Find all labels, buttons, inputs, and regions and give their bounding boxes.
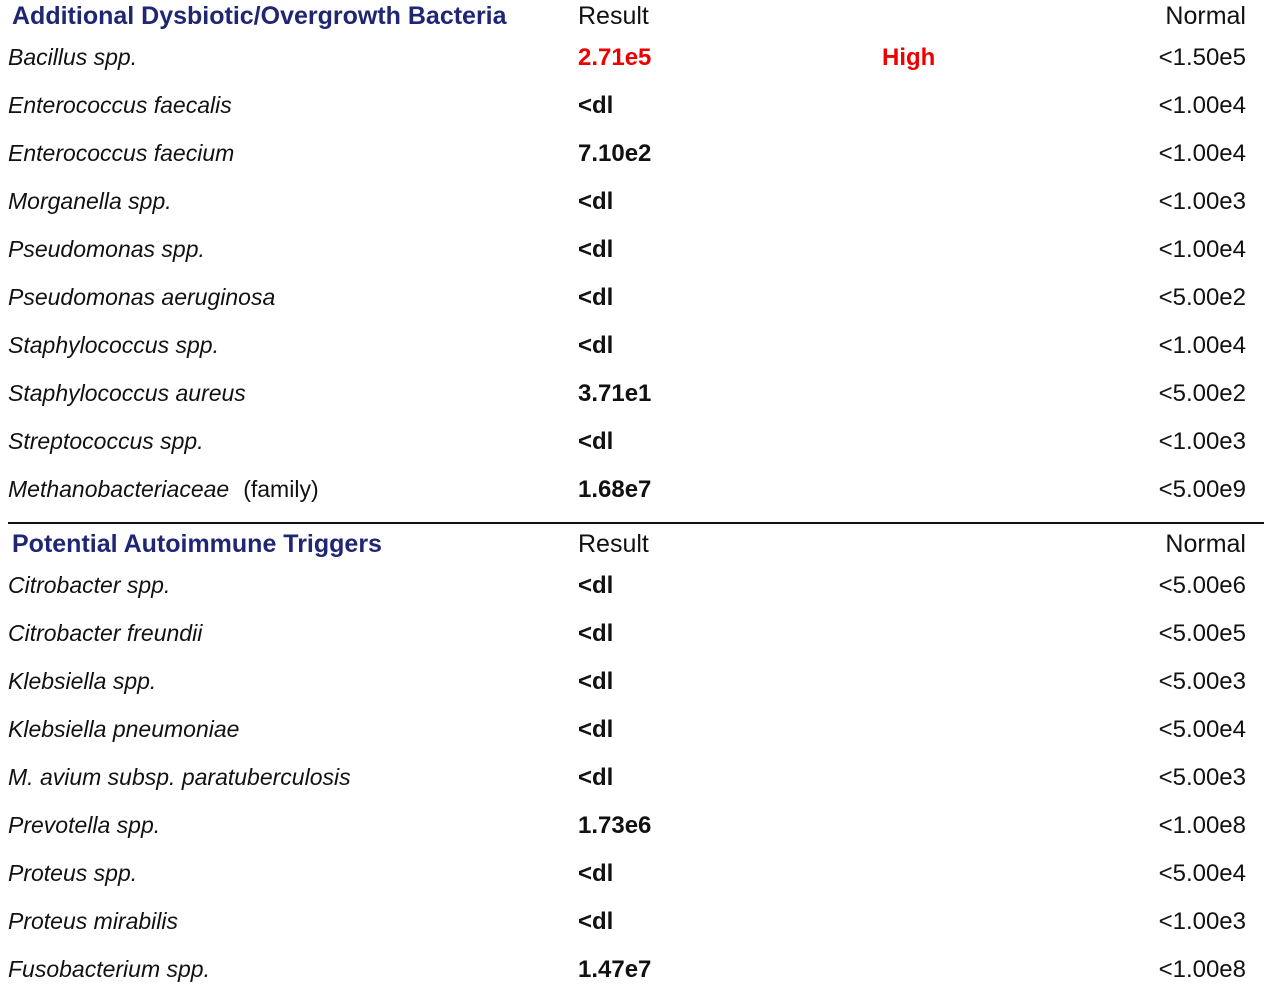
table-row xyxy=(0,134,1264,182)
normal-range: <5.00e5 xyxy=(1158,620,1246,647)
table-row xyxy=(0,566,1264,614)
organism-name-text: Fusobacterium spp. xyxy=(8,956,210,982)
organism-name-text: M. avium subsp. paratuberculosis xyxy=(8,764,351,790)
results-list xyxy=(0,38,1264,518)
organism-name xyxy=(8,236,205,263)
table-row xyxy=(0,854,1264,902)
organism-name xyxy=(8,956,210,983)
result-value: 7.10e2 xyxy=(578,140,652,167)
organism-name-text: Staphylococcus spp. xyxy=(8,332,219,358)
table-row xyxy=(0,326,1264,374)
organism-name xyxy=(8,284,275,311)
section-title: Additional Dysbiotic/Overgrowth Bacteria xyxy=(12,2,507,30)
result-value: 1.68e7 xyxy=(578,476,652,503)
normal-range: <1.00e3 xyxy=(1158,908,1246,935)
organism-name xyxy=(8,380,246,407)
normal-range: <5.00e2 xyxy=(1158,284,1246,311)
normal-range: <5.00e6 xyxy=(1158,572,1246,599)
organism-name-text: Klebsiella pneumoniae xyxy=(8,716,240,742)
result-value: <dl xyxy=(578,620,614,647)
normal-range: <1.00e4 xyxy=(1158,236,1246,263)
result-value: 3.71e1 xyxy=(578,380,652,407)
table-row xyxy=(0,230,1264,278)
normal-column-header: Normal xyxy=(1165,530,1246,558)
normal-range: <1.00e3 xyxy=(1158,188,1246,215)
normal-range: <1.00e3 xyxy=(1158,428,1246,455)
result-value: <dl xyxy=(578,764,614,791)
result-value: <dl xyxy=(578,332,614,359)
table-row xyxy=(0,710,1264,758)
normal-range: <5.00e4 xyxy=(1158,716,1246,743)
organism-name xyxy=(8,908,178,935)
organism-name-text: Proteus spp. xyxy=(8,860,138,886)
result-flag: High xyxy=(882,44,936,71)
organism-name xyxy=(8,476,319,503)
table-row xyxy=(0,758,1264,806)
result-value: <dl xyxy=(578,908,614,935)
result-value: <dl xyxy=(578,92,614,119)
organism-name-text: Pseudomonas spp. xyxy=(8,236,205,262)
result-value: <dl xyxy=(578,716,614,743)
table-row xyxy=(0,950,1264,998)
table-row xyxy=(0,806,1264,854)
organism-name xyxy=(8,668,156,695)
results-list xyxy=(0,566,1264,998)
organism-name xyxy=(8,812,160,839)
section-header xyxy=(0,530,1264,566)
result-column-header: Result xyxy=(578,530,649,558)
result-value: 2.71e5 xyxy=(578,44,652,71)
section-divider xyxy=(8,522,1264,524)
organism-name-text: Enterococcus faecalis xyxy=(8,92,232,118)
normal-range: <1.00e4 xyxy=(1158,92,1246,119)
organism-name xyxy=(8,188,172,215)
organism-name-text: Prevotella spp. xyxy=(8,812,161,838)
normal-range: <5.00e2 xyxy=(1158,380,1246,407)
table-row xyxy=(0,422,1264,470)
organism-name xyxy=(8,332,219,359)
organism-name-text: Citrobacter freundii xyxy=(8,620,203,646)
result-value: <dl xyxy=(578,572,614,599)
organism-name xyxy=(8,428,204,455)
organism-name-text: Bacillus spp. xyxy=(8,44,138,70)
result-value: 1.73e6 xyxy=(578,812,652,839)
normal-range: <5.00e3 xyxy=(1158,764,1246,791)
organism-name-text: Citrobacter spp. xyxy=(8,572,171,598)
section-autoimmune-triggers xyxy=(0,530,1264,998)
organism-name-text: Morganella spp. xyxy=(8,188,172,214)
result-value: <dl xyxy=(578,236,614,263)
organism-name-text: Staphylococcus aureus xyxy=(8,380,246,406)
organism-name xyxy=(8,716,239,743)
result-value: 1.47e7 xyxy=(578,956,652,983)
section-dysbiotic-bacteria xyxy=(0,2,1264,518)
organism-name xyxy=(8,620,202,647)
normal-range: <1.00e8 xyxy=(1158,812,1246,839)
result-value: <dl xyxy=(578,188,614,215)
result-value: <dl xyxy=(578,284,614,311)
section-title: Potential Autoimmune Triggers xyxy=(12,530,382,558)
organism-name-suffix: (family) xyxy=(243,476,319,502)
normal-range: <1.00e4 xyxy=(1158,140,1246,167)
normal-range: <1.00e4 xyxy=(1158,332,1246,359)
table-row xyxy=(0,86,1264,134)
normal-range: <5.00e4 xyxy=(1158,860,1246,887)
organism-name-text: Enterococcus faecium xyxy=(8,140,235,166)
normal-range: <1.50e5 xyxy=(1158,44,1246,71)
table-row xyxy=(0,662,1264,710)
organism-name-text: Streptococcus spp. xyxy=(8,428,204,454)
normal-range: <5.00e9 xyxy=(1158,476,1246,503)
organism-name-text: Pseudomonas aeruginosa xyxy=(8,284,276,310)
table-row xyxy=(0,614,1264,662)
organism-name xyxy=(8,860,137,887)
organism-name xyxy=(8,572,170,599)
result-column-header: Result xyxy=(578,2,649,30)
table-row xyxy=(0,902,1264,950)
organism-name-text: Proteus mirabilis xyxy=(8,908,178,934)
result-value: <dl xyxy=(578,428,614,455)
table-row xyxy=(0,470,1264,518)
result-value: <dl xyxy=(578,668,614,695)
organism-name-text: Klebsiella spp. xyxy=(8,668,157,694)
normal-range: <5.00e3 xyxy=(1158,668,1246,695)
table-row xyxy=(0,374,1264,422)
organism-name-text: Methanobacteriaceae xyxy=(8,476,230,502)
normal-range: <1.00e8 xyxy=(1158,956,1246,983)
section-header xyxy=(0,2,1264,38)
organism-name xyxy=(8,44,137,71)
organism-name xyxy=(8,764,351,791)
table-row xyxy=(0,278,1264,326)
normal-column-header: Normal xyxy=(1165,2,1246,30)
organism-name xyxy=(8,92,232,119)
organism-name xyxy=(8,140,234,167)
result-value: <dl xyxy=(578,860,614,887)
table-row xyxy=(0,38,1264,86)
table-row xyxy=(0,182,1264,230)
